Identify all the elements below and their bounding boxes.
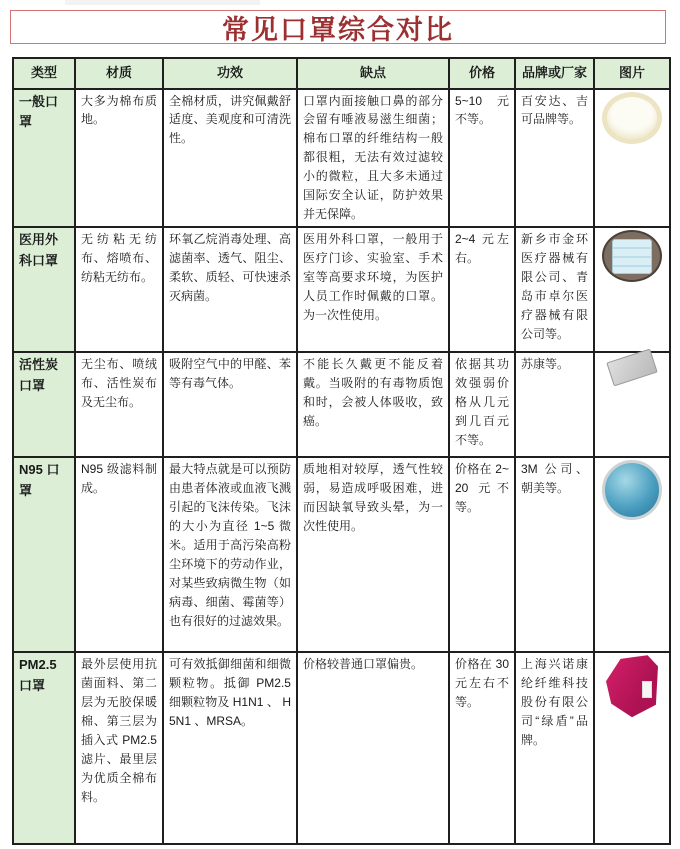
cell-price: 2~4 元左右。 <box>449 227 515 352</box>
cell-brand: 苏康等。 <box>515 352 594 457</box>
cell-material: 最外层使用抗菌面料、第二层为无胶保暖棉、第三层为插入式 PM2.5 滤片、最里层为优质全棉布料。 <box>75 652 163 844</box>
table-row-n95-mask <box>13 457 670 652</box>
cell-type: 医用外科口罩 <box>13 227 75 352</box>
pm25-mask-label <box>642 681 652 698</box>
cell-drawbacks: 医用外科口罩，一般用于医疗门诊、实验室、手术室等高要求环境，为医护人员工作时佩戴的口罩。为一次性使用。 <box>297 227 449 352</box>
header-brand: 品牌或厂家 <box>515 58 594 89</box>
cell-drawbacks: 质地相对较厚，透气性较弱，易造成呼吸困难，进而因缺氧导致头晕，为一次性使用。 <box>297 457 449 652</box>
surgical-mask-front <box>612 239 652 274</box>
cell-material: N95 级滤料制成。 <box>75 457 163 652</box>
cell-drawbacks: 口罩内面接触口鼻的部分会留有唾液易滋生细菌；棉布口罩的纤维结构一般都很粗，无法有效过滤较小的微粒，且大多未通过国际安全认证，防护效果并无保障。 <box>297 89 449 228</box>
cell-type: N95 口罩 <box>13 457 75 652</box>
surgical-mask-image <box>602 230 662 282</box>
cell-price: 5~10 元不等。 <box>449 89 515 228</box>
cell-drawbacks: 不能长久戴更不能反着戴。当吸附的有毒物质饱和时，会被人体吸收，致癌。 <box>297 352 449 457</box>
n95-mask-image <box>602 460 662 520</box>
scan-artifact <box>65 0 260 5</box>
cell-brand: 上海兴诺康纶纤维科技股份有限公司“绿盾”品牌。 <box>515 652 594 844</box>
cell-efficacy: 可有效抵御细菌和细微颗粒物。抵御 PM2.5 细颗粒物及 H1N1 、 H5N1 、MRSA。 <box>163 652 297 844</box>
cell-brand: 新乡市金环医疗器械有限公司、青岛市卓尔医疗器械有限公司等。 <box>515 227 594 352</box>
cell-type: 活性炭口罩 <box>13 352 75 457</box>
table-row-pm25-mask <box>13 652 670 844</box>
header-drawbacks: 缺点 <box>297 58 449 89</box>
cell-efficacy: 全棉材质，讲究佩戴舒适度、美观度和可清洗性。 <box>163 89 297 228</box>
table-row-general-mask <box>13 89 670 228</box>
cell-type: 一般口罩 <box>13 89 75 228</box>
cell-material: 无尘布、喷绒布、活性炭布及无尘布。 <box>75 352 163 457</box>
cell-efficacy: 最大特点就是可以预防由患者体液或血液飞溅引起的飞沫传染。飞沫的大小为直径 1~5 微米。适用于高污染高粉尘环境下的劳动作业，对某些致病微生物（如病毒、细菌、霉菌等）也有很好的过滤效果。 <box>163 457 297 652</box>
pm25-mask-image <box>606 655 658 717</box>
header-price: 价格 <box>449 58 515 89</box>
table-row-surgical-mask <box>13 227 670 352</box>
table-row-carbon-mask <box>13 352 670 457</box>
cotton-mask-image <box>602 92 662 144</box>
cell-price: 价格在 2~20 元不等。 <box>449 457 515 652</box>
carbon-mask-image <box>606 349 657 387</box>
cell-drawbacks: 价格较普通口罩偏贵。 <box>297 652 449 844</box>
cell-brand: 3M 公司、朝美等。 <box>515 457 594 652</box>
cell-material: 无纺粘无纺布、熔喷布、纺粘无纺布。 <box>75 227 163 352</box>
header-row <box>13 58 670 89</box>
title-box <box>10 10 666 44</box>
cell-photo <box>594 457 670 652</box>
page-title: 常见口罩综合对比 <box>222 14 454 45</box>
header-photo: 图片 <box>594 58 670 89</box>
cell-price: 依据其功效强弱价格从几元到几百元不等。 <box>449 352 515 457</box>
header-type: 类型 <box>13 58 75 89</box>
cell-efficacy: 环氧乙烷消毒处理、高滤菌率、透气、阻尘、柔软、质轻、可快速杀灭病菌。 <box>163 227 297 352</box>
header-material: 材质 <box>75 58 163 89</box>
cell-efficacy: 吸附空气中的甲醛、苯等有毒气体。 <box>163 352 297 457</box>
cell-price: 价格在 30 元左右不等。 <box>449 652 515 844</box>
cell-photo <box>594 89 670 228</box>
cell-type: PM2.5口罩 <box>13 652 75 844</box>
cell-photo <box>594 652 670 844</box>
cell-brand: 百安达、吉可品牌等。 <box>515 89 594 228</box>
cell-photo <box>594 352 670 457</box>
cell-photo <box>594 227 670 352</box>
header-efficacy: 功效 <box>163 58 297 89</box>
cell-material: 大多为棉布质地。 <box>75 89 163 228</box>
mask-comparison-table <box>12 57 671 845</box>
